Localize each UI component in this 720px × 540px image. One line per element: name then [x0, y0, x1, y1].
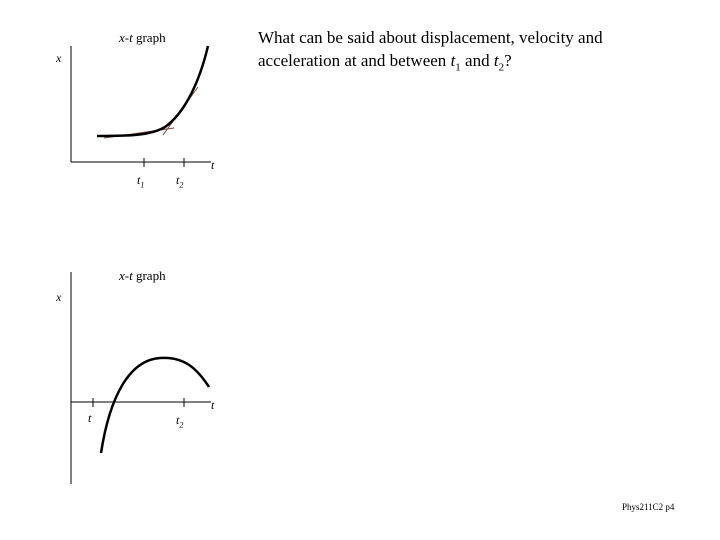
graph2-x-axis-label: t — [211, 398, 215, 412]
footer-page-label: Phys211C2 p4 — [622, 502, 675, 512]
graph1-title: x-t graph — [119, 30, 166, 45]
graph1-tick2-label: $t_2$ — [176, 173, 184, 190]
graph1-tick1-label: $t_1$ — [137, 173, 145, 190]
graph2-title: x-t graph — [119, 268, 166, 283]
graph2-tick2-label: $t_2$ — [176, 413, 184, 430]
question-t1: t — [450, 51, 456, 70]
graph1-curve — [97, 46, 208, 136]
graph2-y-axis-label: x — [56, 290, 62, 304]
graph2-tick1-label: t — [88, 411, 92, 425]
graph2-curve — [101, 358, 209, 453]
question-t2: t — [493, 51, 499, 70]
graph1-x-axis-label: t — [211, 158, 215, 172]
question-text: What can be said about displacement, velocity and acceleration at and between $t_1$ and $t_2$? — [258, 28, 603, 74]
graph1-y-axis-label: x — [56, 51, 62, 65]
